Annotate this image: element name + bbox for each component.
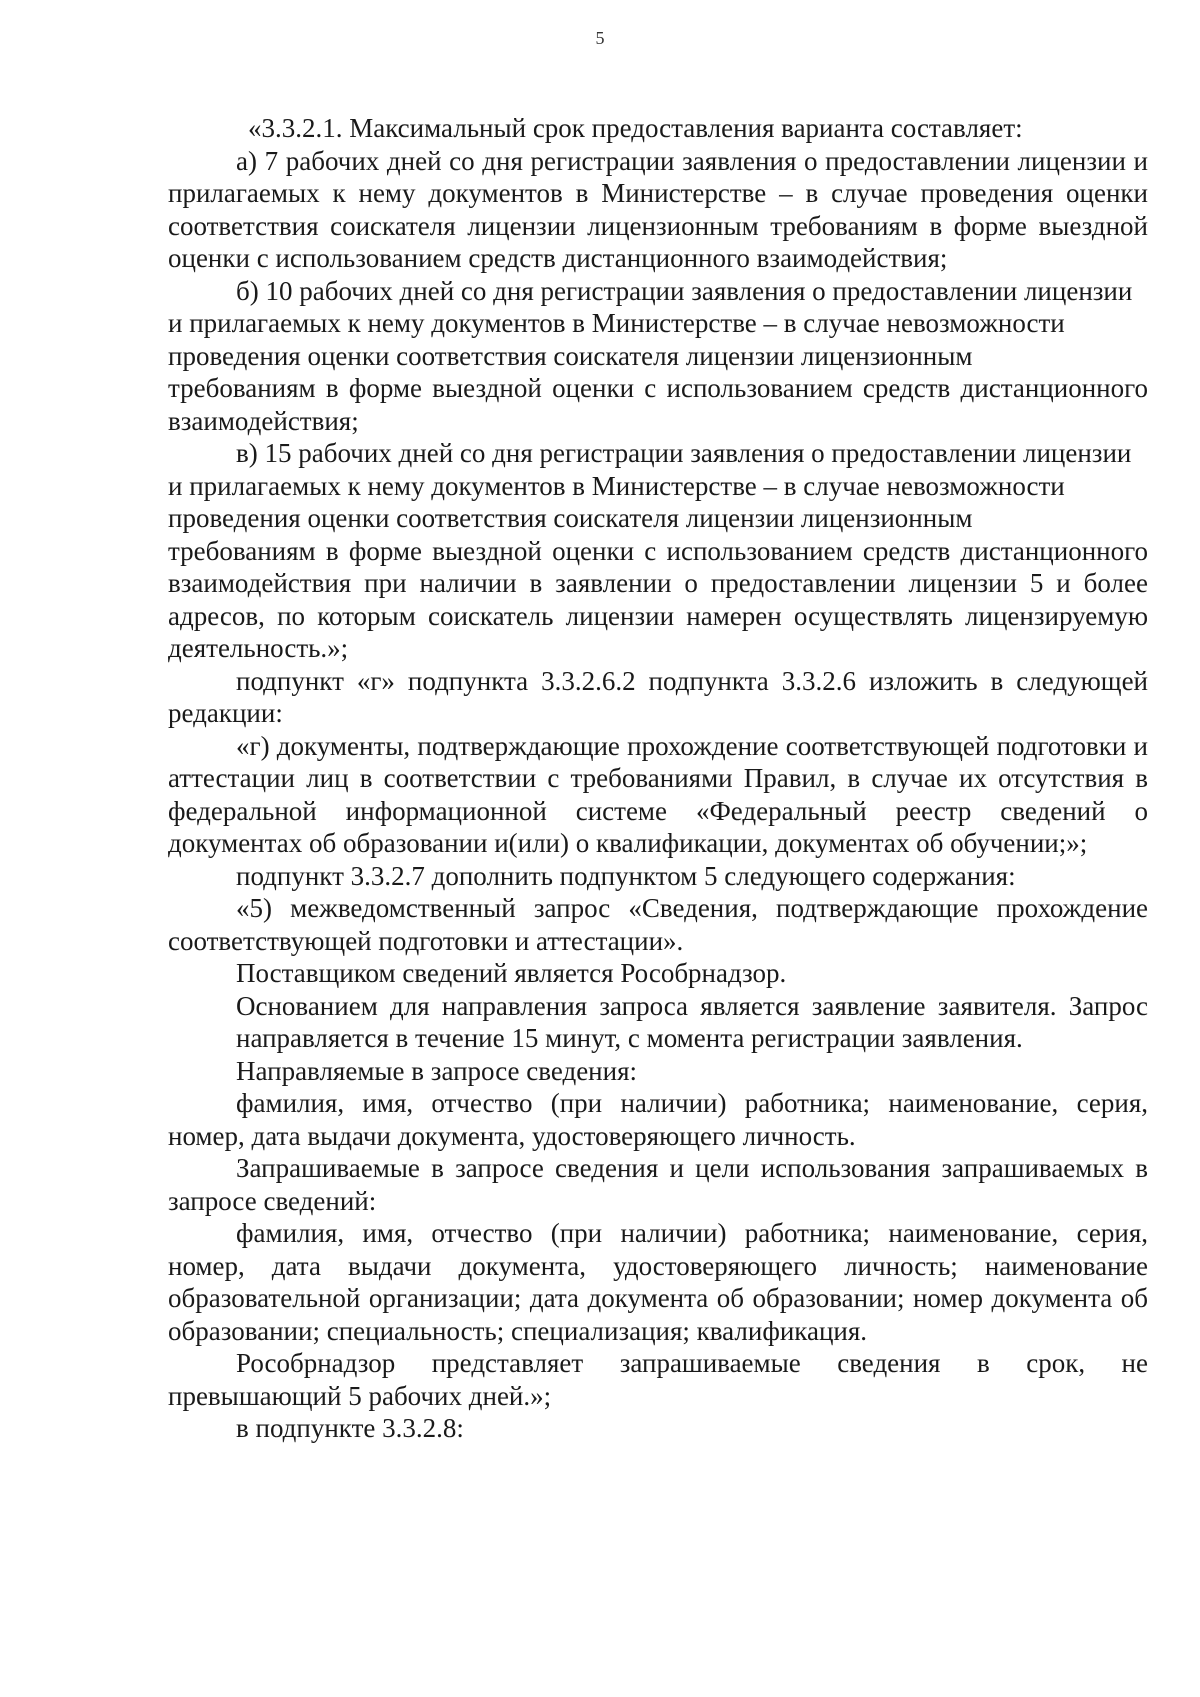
paragraph-item-a: а) 7 рабочих дней со дня регистрации заявления о предоставлении лицензии и прилагаемых к нему документов в Министерстве – в случае проведения оценки соответствия соискателя лицензии лицензионным требованиям в форме выездной оценки с использованием средств дистанционного взаимодействия; xyxy=(168,145,1148,273)
paragraph-response-term: Рособрнадзор представляет запрашиваемые сведения в срок, не превышающий 5 рабочих дней.»; xyxy=(168,1348,1148,1411)
paragraph-max-term-intro: «3.3.2.1. Максимальный срок предоставления варианта составляет: xyxy=(248,113,1023,143)
paragraph-item-v: в) 15 рабочих дней со дня регистрации заявления о предоставлении лицензии и прилагаемых к нему документов в Министерстве – в случае невозможности проведения оценки соответствия соискателя лицензии лицензионным xyxy=(168,438,1132,533)
paragraph-sent-info: фамилия, имя, отчество (при наличии) работника; наименование, серия, номер, дата выдачи документа, удостоверяющего личность. xyxy=(168,1088,1148,1151)
paragraph-subitem-3327-amend: подпункт 3.3.2.7 дополнить подпунктом 5 следующего содержания: xyxy=(236,860,1016,891)
document-body xyxy=(168,112,1148,1445)
paragraph-subitem-g-amend: подпункт «г» подпункта 3.3.2.6.2 подпункта 3.3.2.6 изложить в следующей редакции: xyxy=(168,665,1148,728)
paragraph-interagency-request: «5) межведомственный запрос «Сведения, подтверждающие прохождение соответствующей подготовки и аттестации». xyxy=(168,893,1148,956)
paragraph-request-basis: Основанием для направления запроса является заявление заявителя. Запрос направляется в течение 15 минут, с момента регистрации заявления. xyxy=(236,990,1148,1053)
paragraph-subitem-3328: в подпункте 3.3.2.8: xyxy=(236,1413,464,1443)
paragraph-info-provider: Поставщиком сведений является Рособрнадзор. xyxy=(236,958,787,988)
paragraph-sent-info-heading: Направляемые в запросе сведения: xyxy=(236,1055,637,1086)
paragraph-item-v-continuation: требованиям в форме выездной оценки с использованием средств дистанционного взаимодействия при наличии в заявлении о предоставлении лицензии 5 и более адресов, по которым соискатель лицензии намерен осуществлять лицензируемую деятельность.»; xyxy=(168,535,1148,663)
paragraph-requested-info: фамилия, имя, отчество (при наличии) работника; наименование, серия, номер, дата выдачи документа, удостоверяющего личность; наименование образовательной организации; дата документа об образовании; номер документа об образовании; специальность; специализация; квалификация. xyxy=(168,1218,1148,1346)
page-number: 5 xyxy=(595,28,605,48)
paragraph-requested-info-heading: Запрашиваемые в запросе сведения и цели использования запрашиваемых в запросе сведений: xyxy=(168,1153,1148,1216)
paragraph-item-b-continuation: требованиям в форме выездной оценки с использованием средств дистанционного взаимодействия; xyxy=(168,373,1148,436)
paragraph-item-b: б) 10 рабочих дней со дня регистрации заявления о предоставлении лицензии и прилагаемых к нему документов в Министерстве – в случае невозможности проведения оценки соответствия соискателя лицензии лицензионным xyxy=(168,275,1133,371)
paragraph-subitem-g-text: «г) документы, подтверждающие прохождение соответствующей подготовки и аттестации лиц в соответствии с требованиями Правил, в случае их отсутствия в федеральной информационной системе «Федеральный реестр сведений о документах об образовании и(или) о квалификации, документах об обучении;»; xyxy=(168,730,1148,858)
